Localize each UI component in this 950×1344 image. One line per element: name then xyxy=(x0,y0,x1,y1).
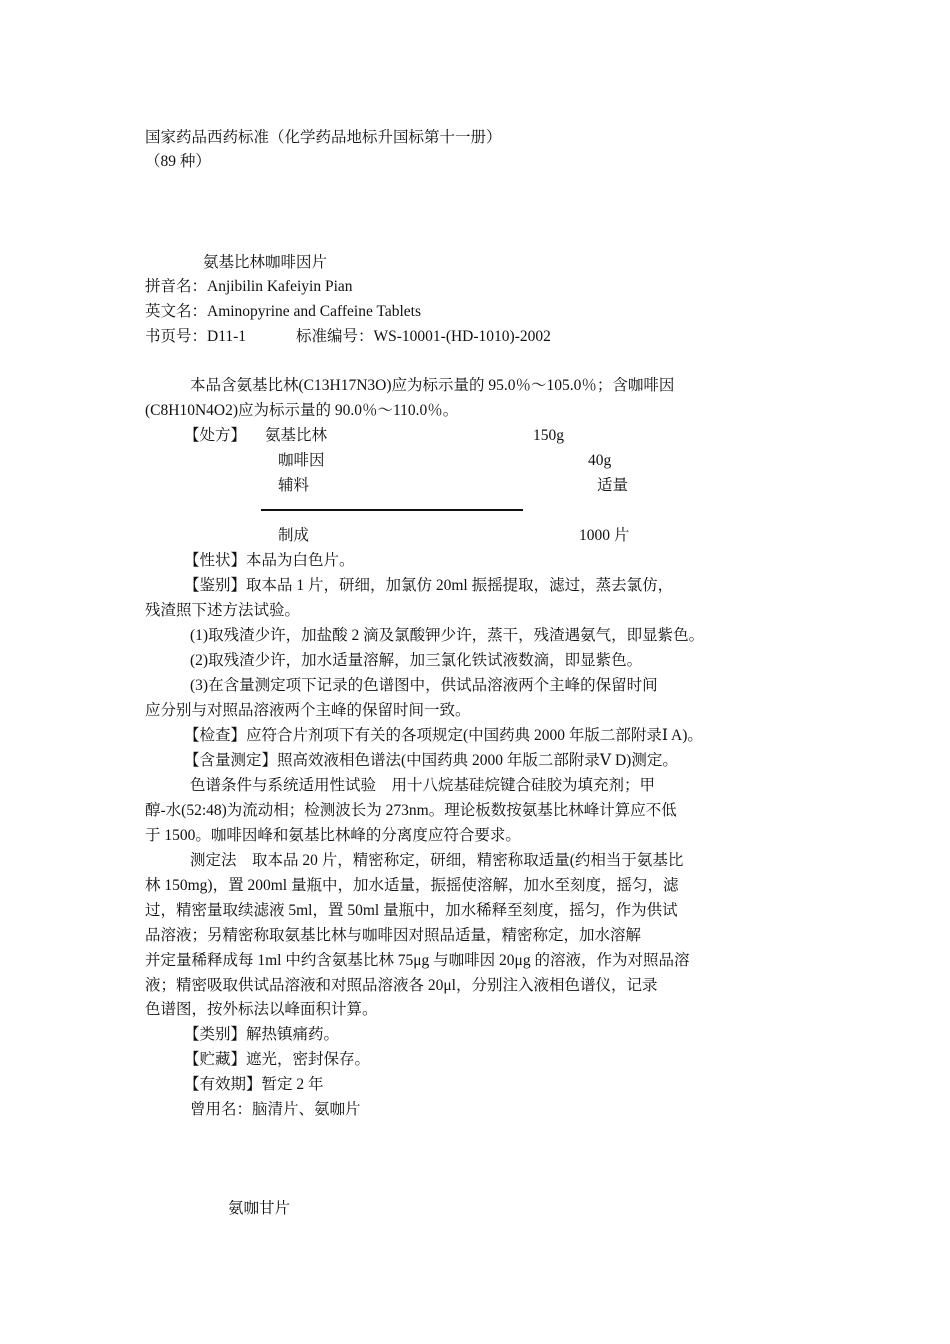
formula-amount: 150g xyxy=(533,427,564,444)
identification-item: 应分别与对照品溶液两个主峰的保留时间一致。 xyxy=(145,702,471,719)
method-line: 并定量稀释成每 1ml 中约含氨基比林 75μg 与咖啡因 20μg 的溶液，作为对照品溶 xyxy=(145,952,690,969)
formula-ingredient: 辅料 xyxy=(278,477,310,494)
identification-line: 【鉴别】取本品 1 片，研细，加氯仿 20ml 振摇提取，滤过，蒸去氯仿， xyxy=(184,577,674,594)
intro-line: (C8H10N4O2)应为标示量的 90.0％～110.0％。 xyxy=(145,402,459,419)
method-line: 品溶液；另精密称取氨基比林与咖啡因对照品适量，精密称定，加水溶解 xyxy=(145,927,642,944)
method-line: 测定法 取本品 20 片，精密称定，研细，精密称取适量(约相当于氨基比 xyxy=(190,852,684,869)
formula-amount: 适量 xyxy=(597,477,629,494)
formula-label: 【处方】 xyxy=(184,427,247,444)
volume-title: 国家药品西药标准（化学药品地标升国标第十一册） xyxy=(145,129,502,146)
method-line: 色谱图，按外标法以峰面积计算。 xyxy=(145,1001,378,1018)
chromatography-line: 色谱条件与系统适用性试验 用十八烷基硅烷键合硅胶为填充剂；甲 xyxy=(190,777,656,794)
page-number: 书页号：D11-1 xyxy=(145,328,247,345)
formula-ingredient: 咖啡因 xyxy=(278,452,325,469)
identification-line: 残渣照下述方法试验。 xyxy=(145,602,301,619)
standard-number: 标准编号：WS-10001-(HD-1010)-2002 xyxy=(296,328,551,345)
english-name: 英文名：Aminopyrine and Caffeine Tablets xyxy=(145,303,421,320)
method-line: 过，精密量取续滤液 5ml，置 50ml 量瓶中，加水稀释至刻度，摇匀，作为供试 xyxy=(145,902,678,919)
method-line: 液；精密吸取供试品溶液和对照品溶液各 20μl，分别注入液相色谱仪，记录 xyxy=(145,977,658,994)
assay-line: 【含量测定】照高效液相色谱法(中国药典 2000 年版二部附录Ⅴ D)测定。 xyxy=(184,752,678,769)
formula-divider xyxy=(261,509,523,511)
former-names-line: 曾用名：脑清片、氨咖片 xyxy=(190,1101,361,1118)
volume-subtitle: （89 种） xyxy=(145,153,211,170)
next-monograph-title: 氨咖甘片 xyxy=(228,1200,291,1217)
identification-item: (3)在含量测定项下记录的色谱图中，供试品溶液两个主峰的保留时间 xyxy=(190,677,658,694)
formula-total-label: 制成 xyxy=(278,527,310,544)
identification-item: (2)取残渣少许，加水适量溶解，加三氯化铁试液数滴，即显紫色。 xyxy=(190,652,643,669)
chromatography-line: 于 1500。咖啡因峰和氨基比林峰的分离度应符合要求。 xyxy=(145,827,521,844)
check-line: 【检查】应符合片剂项下有关的各项规定(中国药典 2000 年版二部附录Ⅰ A)。 xyxy=(184,727,703,744)
formula-amount: 40g xyxy=(588,452,612,469)
pinyin-name: 拼音名：Anjibilin Kafeiyin Pian xyxy=(145,278,353,295)
chromatography-line: 醇-水(52:48)为流动相；检测波长为 273nm。理论板数按氨基比林峰计算应不低 xyxy=(145,802,677,819)
monograph-title: 氨基比林咖啡因片 xyxy=(203,254,328,271)
storage-line: 【贮藏】遮光，密封保存。 xyxy=(184,1051,371,1068)
validity-line: 【有效期】暂定 2 年 xyxy=(184,1076,324,1093)
category-line: 【类别】解热镇痛药。 xyxy=(184,1026,340,1043)
properties-line: 【性状】本品为白色片。 xyxy=(184,552,355,569)
formula-total-amount: 1000 片 xyxy=(579,527,630,544)
formula-ingredient: 氨基比林 xyxy=(265,427,328,444)
identification-item: (1)取残渣少许，加盐酸 2 滴及氯酸钾少许，蒸干，残渣遇氨气，即显紫色。 xyxy=(190,627,705,644)
intro-line: 本品含氨基比林(C13H17N3O)应为标示量的 95.0％～105.0％；含咖啡因 xyxy=(190,377,675,394)
method-line: 林 150mg)，置 200ml 量瓶中，加水适量，振摇使溶解，加水至刻度，摇匀，滤 xyxy=(145,877,679,894)
